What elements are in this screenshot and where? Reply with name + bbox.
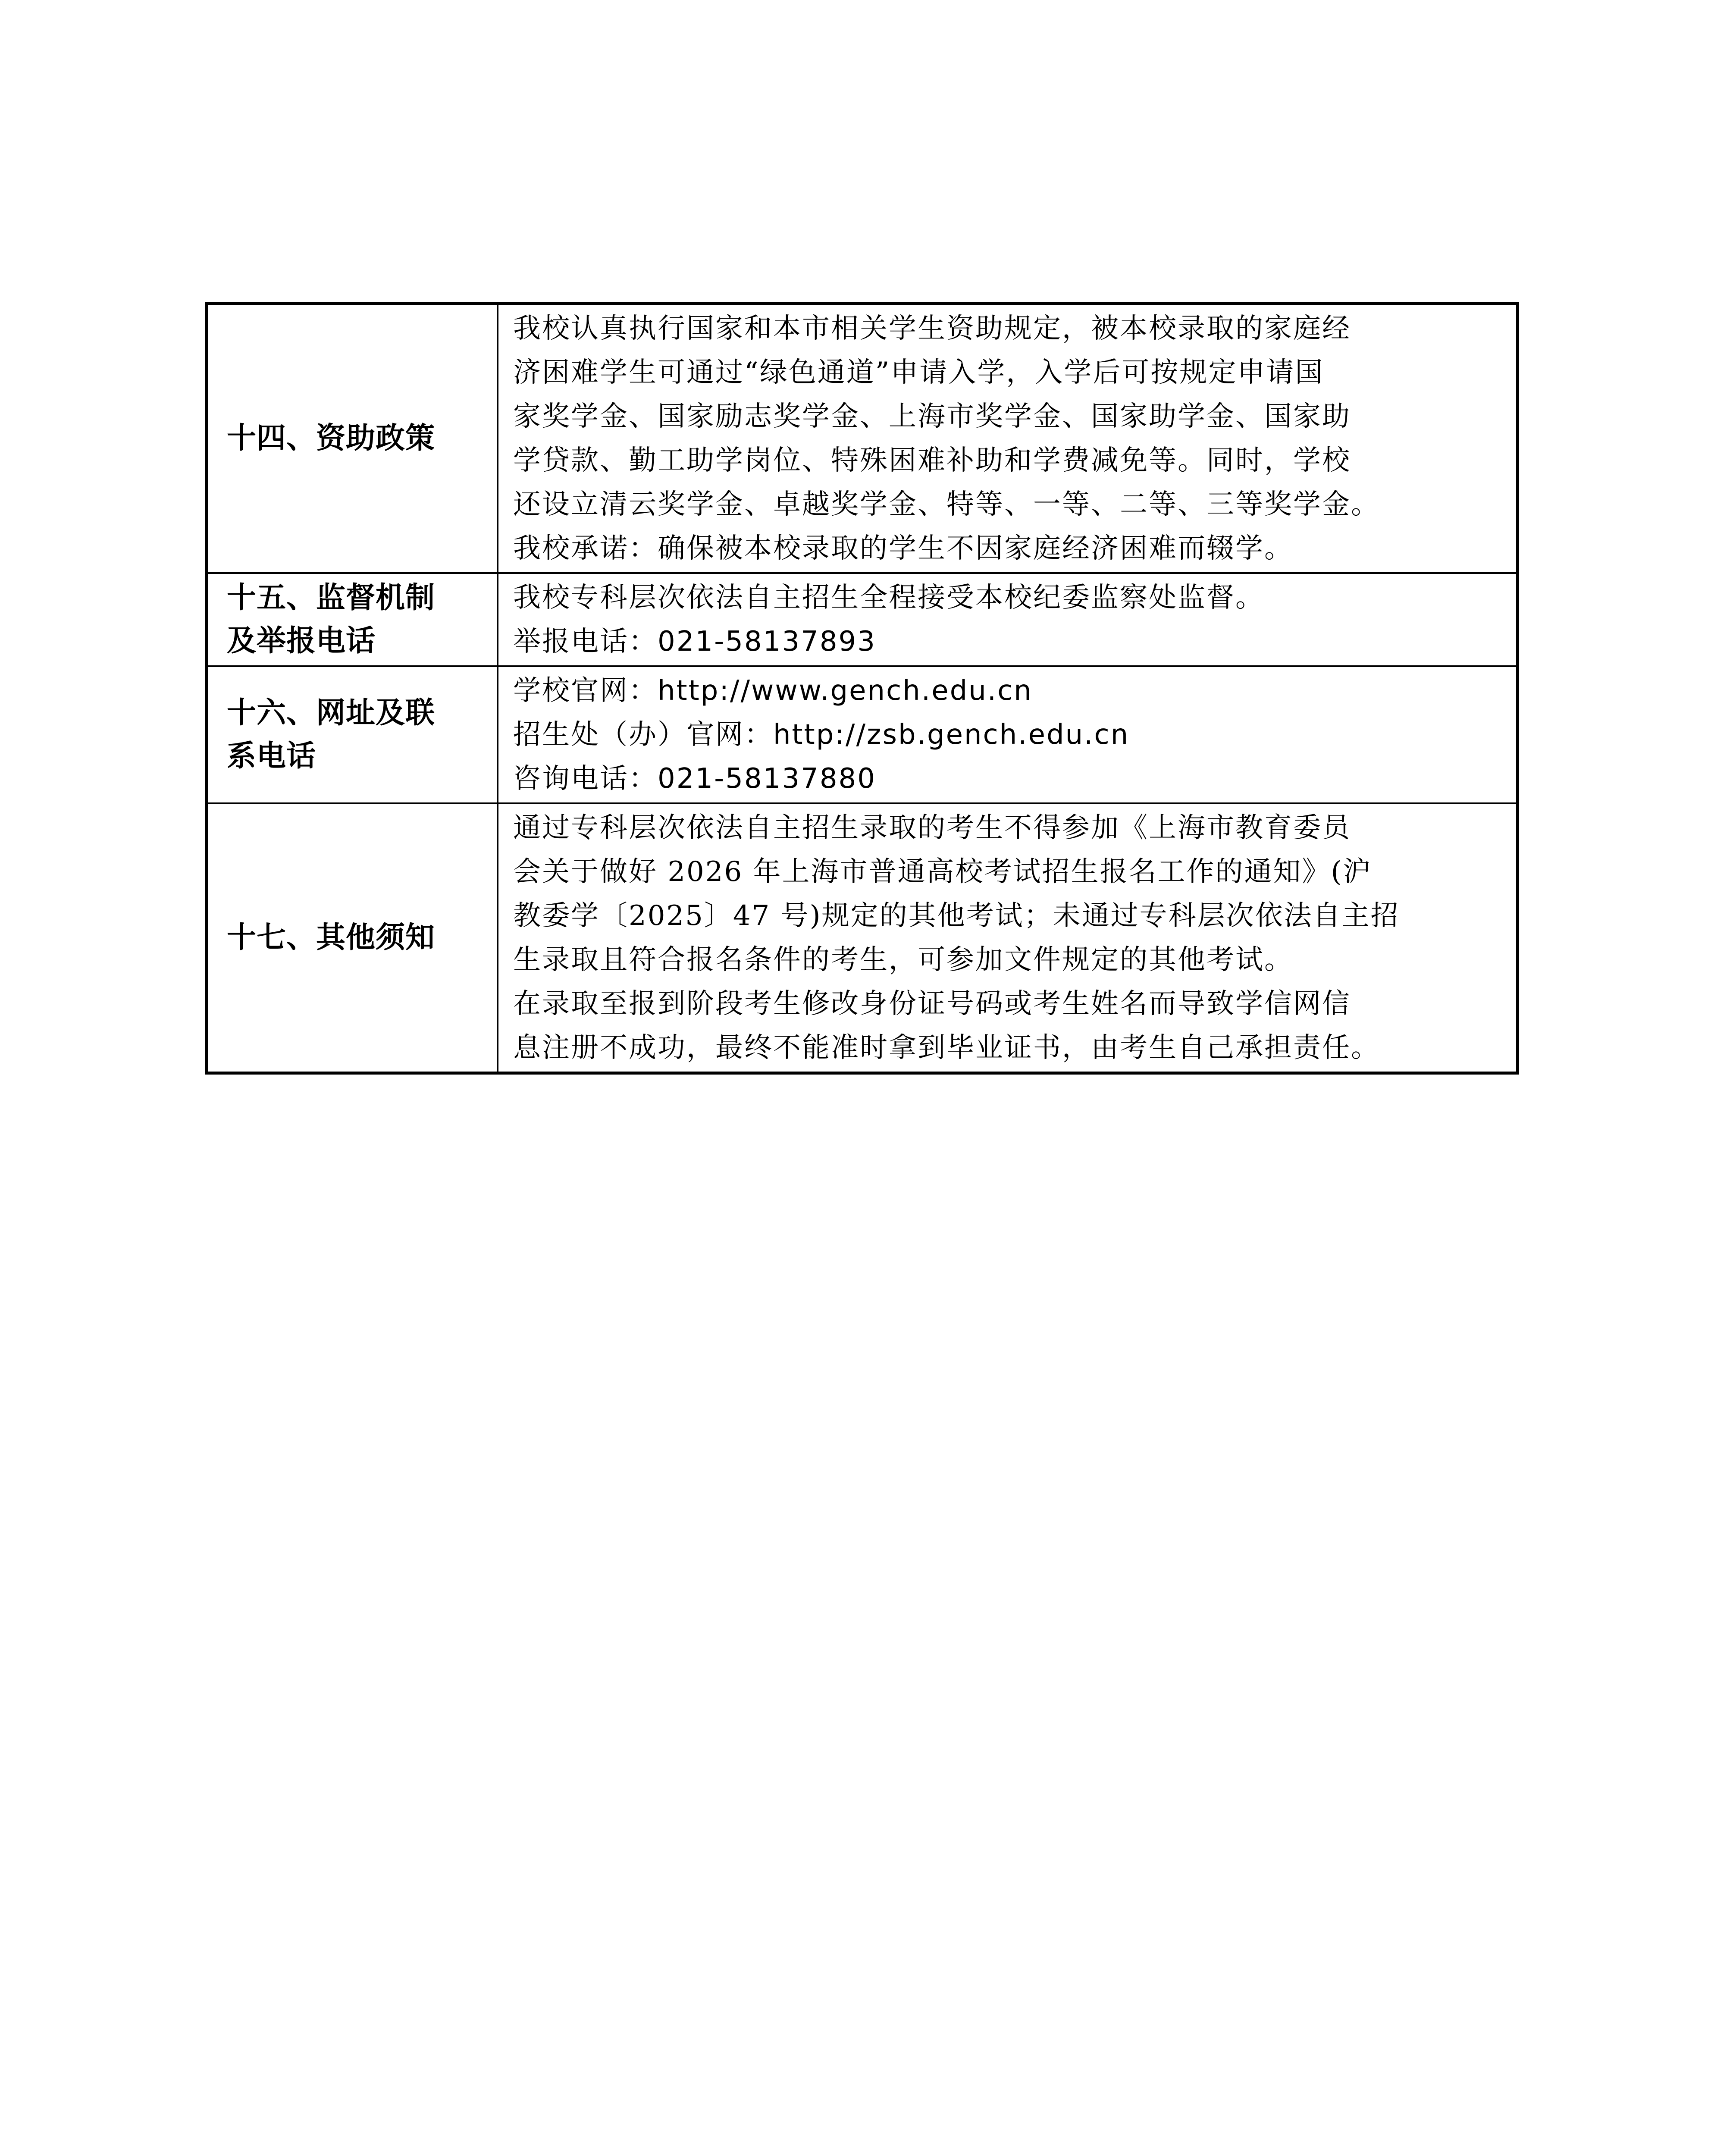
row-label-financial-aid <box>207 304 498 573</box>
content-line: 我校专科层次依法自主招生全程接受本校纪委监察处监督。 <box>513 582 1264 614</box>
admissions-website-link[interactable]: 招生处（办）官网：http://zsb.gench.edu.cn <box>513 719 1130 751</box>
table-row-contact <box>207 666 1518 803</box>
content-line: 我校承诺：确保被本校录取的学生不因家庭经济困难而辍学。 <box>513 533 1293 564</box>
content-line: 通过专科层次依法自主招生录取的考生不得参加《上海市教育委员 <box>513 812 1351 844</box>
content-line: 会关于做好 2026 年上海市普通高校考试招生报名工作的通知》(沪 <box>513 856 1372 888</box>
report-phone: 举报电话：021-58137893 <box>513 626 876 658</box>
content-line: 教委学〔2025〕47 号)规定的其他考试；未通过专科层次依法自主招 <box>513 900 1400 932</box>
admissions-info-table <box>205 302 1519 1075</box>
row-label-line: 十四、资助政策 <box>227 421 436 455</box>
row-content-contact <box>498 666 1518 803</box>
row-content-financial-aid <box>498 304 1518 573</box>
content-line: 还设立清云奖学金、卓越奖学金、特等、一等、二等、三等奖学金。 <box>513 489 1380 520</box>
school-website-link[interactable]: 学校官网：http://www.gench.edu.cn <box>513 675 1033 707</box>
row-label-line: 十七、其他须知 <box>227 921 436 955</box>
row-label-line: 系电话 <box>227 739 317 773</box>
content-line: 我校认真执行国家和本市相关学生资助规定，被本校录取的家庭经 <box>513 313 1351 345</box>
content-line: 息注册不成功，最终不能准时拿到毕业证书，由考生自己承担责任。 <box>513 1032 1380 1064</box>
row-label-supervision <box>207 573 498 666</box>
content-line: 生录取且符合报名条件的考生，可参加文件规定的其他考试。 <box>513 944 1293 976</box>
content-line: 在录取至报到阶段考生修改身份证号码或考生姓名而导致学信网信 <box>513 988 1351 1020</box>
table-row-other-notes <box>207 803 1518 1073</box>
row-content-supervision <box>498 573 1518 666</box>
table-row-financial-aid <box>207 304 1518 573</box>
table-row-supervision <box>207 573 1518 666</box>
row-label-line: 及举报电话 <box>227 624 376 658</box>
row-content-other-notes <box>498 803 1518 1073</box>
row-label-line: 十五、监督机制 <box>227 581 436 615</box>
row-label-other-notes <box>207 803 498 1073</box>
inquiry-phone: 咨询电话：021-58137880 <box>513 763 876 795</box>
row-label-contact <box>207 666 498 803</box>
content-line: 济困难学生可通过“绿色通道”申请入学，入学后可按规定申请国 <box>513 357 1324 389</box>
content-line: 学贷款、勤工助学岗位、特殊困难补助和学费减免等。同时，学校 <box>513 445 1351 476</box>
row-label-line: 十六、网址及联 <box>227 696 436 730</box>
content-line: 家奖学金、国家励志奖学金、上海市奖学金、国家助学金、国家助 <box>513 401 1351 432</box>
